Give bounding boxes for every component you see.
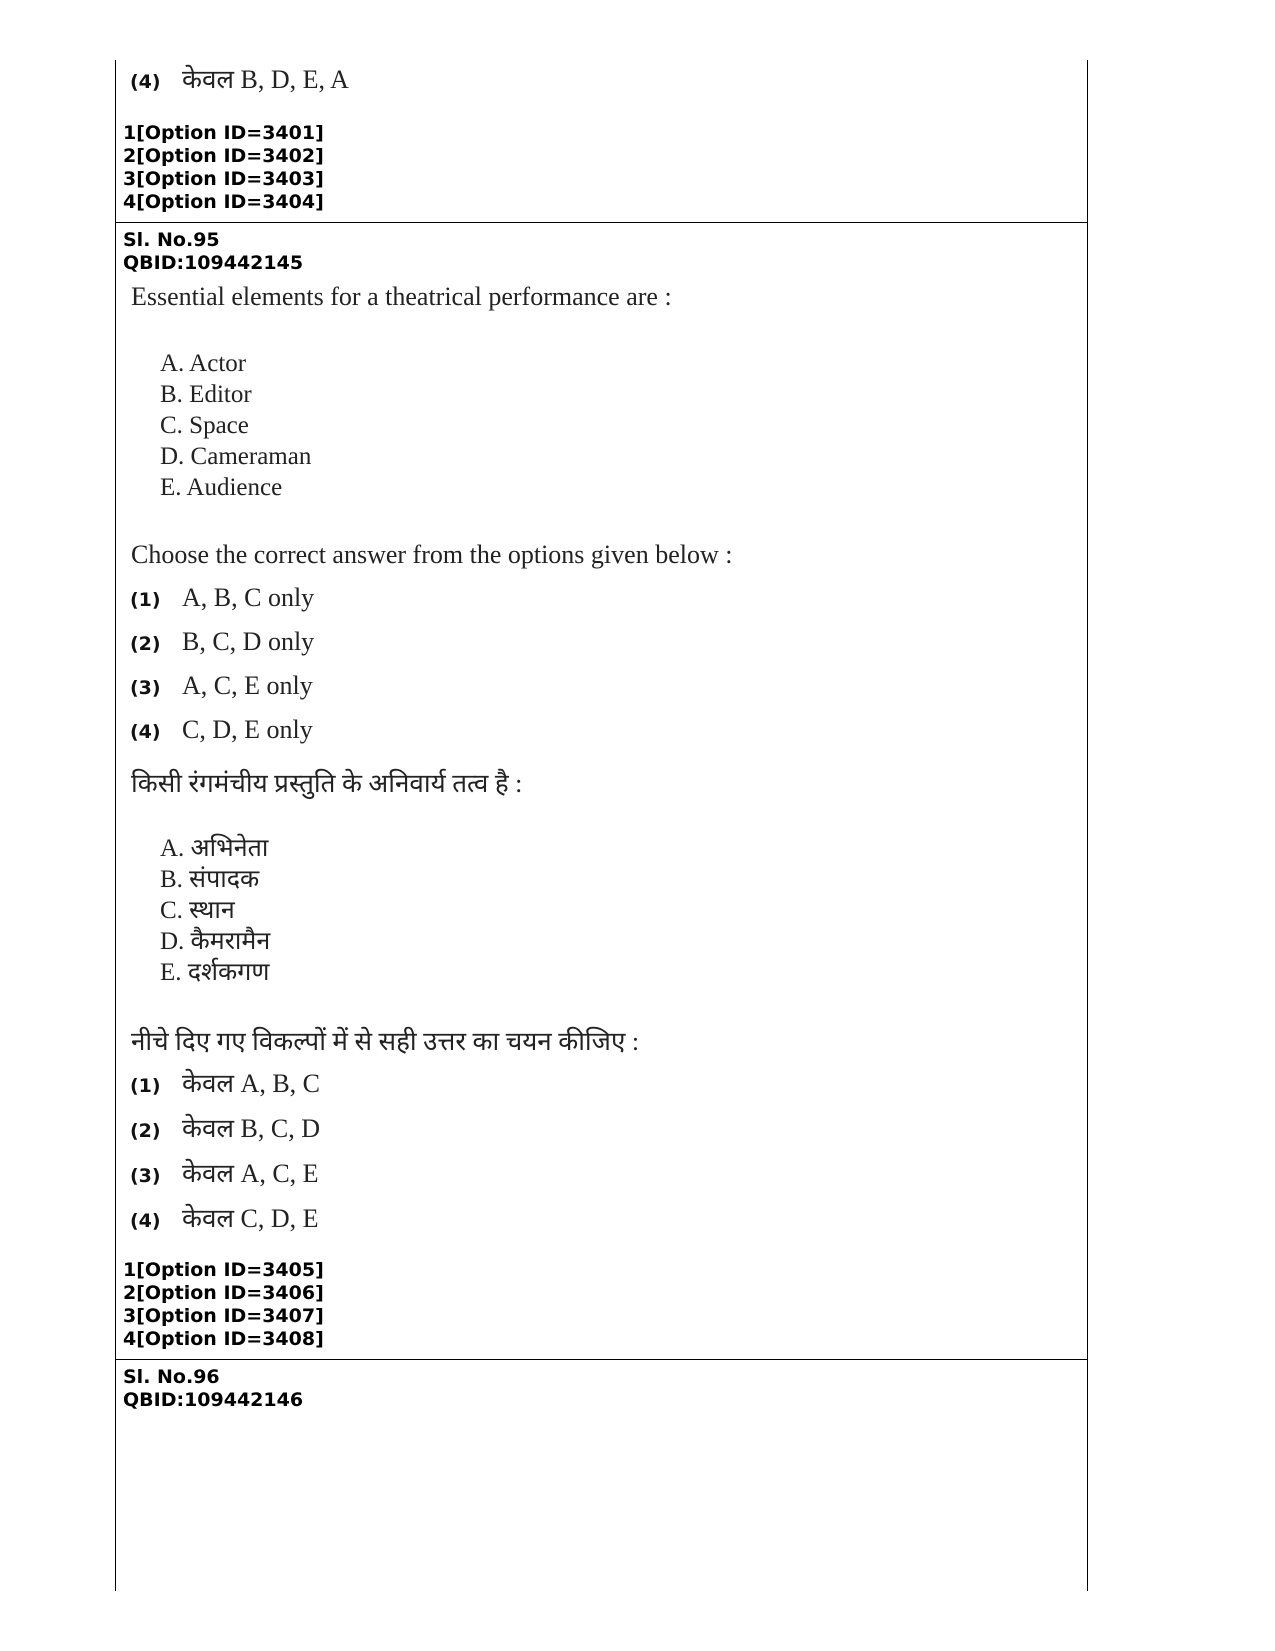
q95-header: [123, 229, 303, 275]
q95-hi-option-4: [130, 1199, 319, 1235]
element-item: D. Cameraman: [160, 443, 312, 470]
q95-instruction-en: Choose the correct answer from the options given below :: [131, 540, 733, 569]
option-text: B, C, D only: [182, 627, 315, 656]
serial-number: Sl. No.96: [123, 1366, 220, 1388]
option-id: 4[Option ID=3408]: [123, 1328, 324, 1350]
qbid: QBID:109442145: [123, 252, 304, 274]
option-text: केवल B, D, E, A: [182, 65, 349, 94]
option-text: C, D, E only: [182, 715, 313, 744]
option-text: केवल B, C, D: [182, 1114, 321, 1143]
q95-instruction-hi: नीचे दिए गए विकल्पों में से सही उत्तर का चयन कीजिए :: [131, 1027, 640, 1056]
element-item: B. संपादक: [160, 866, 260, 893]
q95-question-en: Essential elements for a theatrical performance are :: [131, 282, 672, 311]
q95-option-ids: [123, 1259, 324, 1351]
element-item: A. अभिनेता: [160, 835, 269, 862]
serial-number: Sl. No.95: [123, 229, 220, 251]
option-id: 1[Option ID=3405]: [123, 1259, 324, 1281]
option-text: केवल C, D, E: [182, 1204, 319, 1233]
option-id: 3[Option ID=3407]: [123, 1305, 324, 1327]
option-number: (3): [130, 1165, 161, 1187]
option-number: (1): [130, 1075, 161, 1097]
prev-option-ids: [123, 122, 324, 214]
element-item: C. स्थान: [160, 897, 235, 924]
option-id: 1[Option ID=3401]: [123, 122, 324, 144]
option-text: A, C, E only: [182, 671, 313, 700]
element-item: B. Editor: [160, 381, 252, 408]
q95-hi-option-1: [130, 1064, 320, 1100]
option-number: (3): [130, 677, 161, 699]
option-id: 3[Option ID=3403]: [123, 168, 324, 190]
q95-option-2: [130, 627, 314, 657]
option-id: 2[Option ID=3406]: [123, 1282, 324, 1304]
element-item: E. दर्शकगण: [160, 959, 270, 986]
option-number: (2): [130, 633, 161, 655]
element-item: C. Space: [160, 412, 249, 439]
option-number: (4): [130, 721, 161, 743]
element-item: A. Actor: [160, 350, 247, 377]
option-id: 2[Option ID=3402]: [123, 145, 324, 167]
row-divider: [115, 1359, 1088, 1360]
element-item: E. Audience: [160, 474, 283, 501]
option-text: केवल A, C, E: [182, 1159, 319, 1188]
option-number: (4): [130, 71, 161, 93]
q95-question-hi: किसी रंगमंचीय प्रस्तुति के अनिवार्य तत्व है :: [131, 769, 523, 798]
option-number: (1): [130, 589, 161, 611]
option-text: A, B, C only: [182, 583, 315, 612]
option-id: 4[Option ID=3404]: [123, 191, 324, 213]
qbid: QBID:109442146: [123, 1389, 304, 1411]
option-number: (2): [130, 1120, 161, 1142]
q95-hi-option-2: [130, 1109, 320, 1145]
element-item: D. कैमरामैन: [160, 928, 271, 955]
q95-hi-option-3: [130, 1154, 319, 1190]
option-number: (4): [130, 1210, 161, 1232]
row-divider: [115, 222, 1088, 223]
q96-header: [123, 1366, 303, 1412]
q95-option-3: [130, 671, 313, 701]
prev-option-4: [130, 60, 349, 96]
q95-option-4: [130, 715, 313, 745]
q95-option-1: [130, 583, 314, 613]
option-text: केवल A, B, C: [182, 1069, 321, 1098]
